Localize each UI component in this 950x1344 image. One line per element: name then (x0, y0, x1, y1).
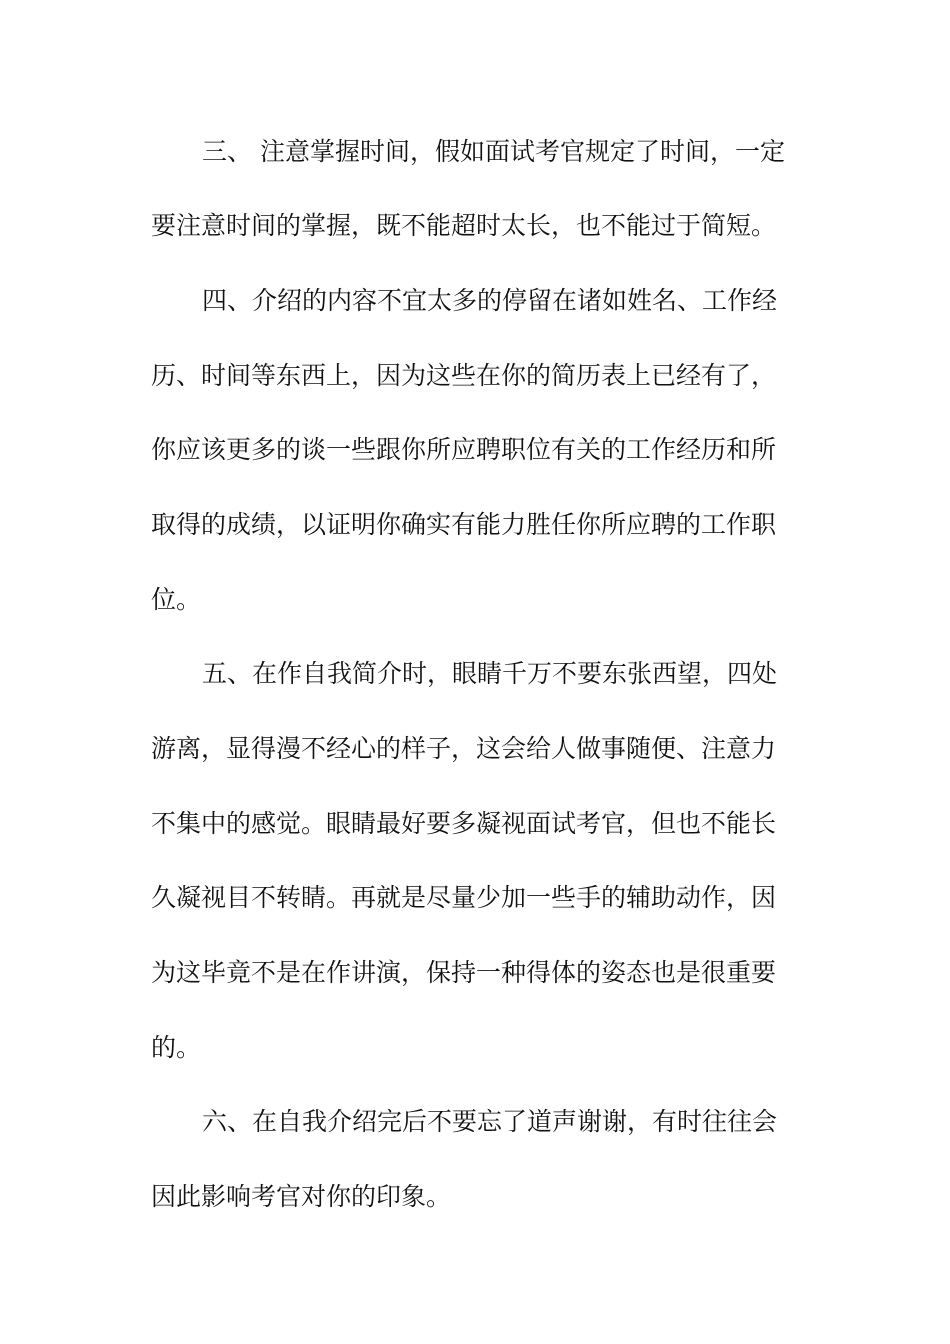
paragraph-6-line-1: 六、在自我介绍完后不要忘了道声谢谢，有时往往会 (202, 1107, 778, 1136)
paragraph-5-line-1: 五、在作自我简介时，眼睛千万不要东张西望，四处 (202, 659, 778, 688)
paragraph-3-line-1: 三、 注意掌握时间，假如面试考官规定了时间，一定 (202, 137, 785, 166)
paragraph-3-line-2: 要注意时间的掌握，既不能超时太长，也不能过于简短。 (151, 211, 777, 240)
paragraph-5-line-3: 不集中的感觉。眼睛最好要多凝视面试考官，但也不能长 (151, 809, 777, 838)
paragraph-5-line-6: 的。 (151, 1033, 202, 1062)
paragraph-5-line-4: 久凝视目不转睛。再就是尽量少加一些手的辅助动作，因 (151, 883, 777, 912)
paragraph-4-line-2: 历、时间等东西上，因为这些在你的简历表上已经有了， (151, 361, 777, 390)
paragraph-4-line-5: 位。 (151, 585, 202, 614)
paragraph-5-line-5: 为这毕竟不是在作讲演，保持一种得体的姿态也是很重要 (151, 958, 777, 987)
paragraph-5-line-2: 游离，显得漫不经心的样子，这会给人做事随便、注意力 (151, 734, 777, 763)
paragraph-4-line-4: 取得的成绩，以证明你确实有能力胜任你所应聘的工作职 (151, 510, 777, 539)
paragraph-4-line-1: 四、介绍的内容不宜太多的停留在诸如姓名、工作经 (202, 286, 778, 315)
paragraph-6-line-2: 因此影响考官对你的印象。 (151, 1182, 452, 1211)
paragraph-4-line-3: 你应该更多的谈一些跟你所应聘职位有关的工作经历和所 (151, 435, 777, 464)
